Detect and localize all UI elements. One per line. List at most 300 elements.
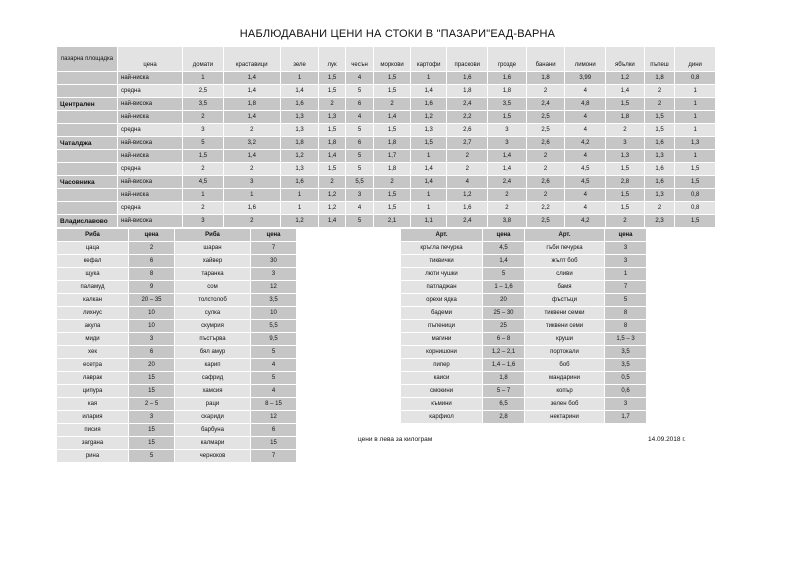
price-cell: 2 xyxy=(183,202,224,215)
price-cell: 2 xyxy=(606,124,645,137)
price-cell: 2 xyxy=(644,85,675,98)
price-cell: 2 xyxy=(488,202,527,215)
item-price: 12 xyxy=(251,411,297,424)
item-price: 25 xyxy=(483,320,525,333)
table-row xyxy=(401,320,647,333)
item-price: 15 xyxy=(129,372,175,385)
item-name: зелен боб xyxy=(525,398,605,411)
price-cell: 6 xyxy=(345,98,373,111)
product-header-12: пъпеш xyxy=(644,47,675,72)
item-price: 1,4 xyxy=(483,255,525,268)
column-header-1: цена xyxy=(483,229,525,242)
price-cell: 1,8 xyxy=(526,72,565,85)
price-cell: 1,3 xyxy=(280,124,319,137)
item-price: 5 xyxy=(483,268,525,281)
item-name: акула xyxy=(57,320,129,333)
item-name: кефал xyxy=(57,255,129,268)
product-header-10: лимони xyxy=(565,47,606,72)
price-cell: 1,4 xyxy=(488,150,527,163)
price-cell: 1,3 xyxy=(606,150,645,163)
price-level-label: най-висока xyxy=(118,176,183,189)
table-row xyxy=(57,255,297,268)
price-cell: 1,5 xyxy=(319,85,345,98)
market-cell xyxy=(57,189,118,202)
table-row xyxy=(57,359,297,372)
price-cell: 2,1 xyxy=(374,215,411,228)
market-cell xyxy=(57,163,118,176)
price-cell: 2,4 xyxy=(447,215,488,228)
item-price: 7 xyxy=(251,450,297,463)
fish-price-table xyxy=(56,228,297,463)
item-price: 5 xyxy=(251,346,297,359)
table-row xyxy=(57,137,716,150)
unit-note: цени в лева за килограм xyxy=(358,436,433,443)
price-level-label: най-ниска xyxy=(118,189,183,202)
product-header-6: картофи xyxy=(410,47,447,72)
item-name: копър xyxy=(525,385,605,398)
price-cell: 1,5 xyxy=(374,124,411,137)
item-price: 15 xyxy=(129,385,175,398)
item-price: 0,6 xyxy=(605,385,647,398)
price-cell: 1,3 xyxy=(644,189,675,202)
item-price: 1,2 – 2,1 xyxy=(483,346,525,359)
price-cell: 2 xyxy=(488,189,527,202)
item-name: люти чушки xyxy=(401,268,483,281)
item-name: лихнус xyxy=(57,307,129,320)
item-price: 9 xyxy=(129,281,175,294)
price-level-label: най-ниска xyxy=(118,72,183,85)
goods-price-table xyxy=(400,228,647,424)
price-cell: 3 xyxy=(223,176,280,189)
table-row xyxy=(57,242,297,255)
price-cell: 5 xyxy=(183,137,224,150)
item-price: 6 xyxy=(129,346,175,359)
price-cell: 0,8 xyxy=(675,189,716,202)
table-row xyxy=(401,255,647,268)
item-price: 4 xyxy=(251,385,297,398)
market-cell xyxy=(57,150,118,163)
price-cell: 1,5 xyxy=(606,202,645,215)
table-row xyxy=(57,437,297,450)
price-cell: 2 xyxy=(223,163,280,176)
item-name: пъпеници xyxy=(401,320,483,333)
item-name: ципура xyxy=(57,385,129,398)
price-cell: 1,2 xyxy=(319,202,345,215)
price-cell: 1,8 xyxy=(606,111,645,124)
item-name: фъстъци xyxy=(525,294,605,307)
price-cell: 1 xyxy=(675,111,716,124)
table-row xyxy=(401,411,647,424)
price-cell: 2,5 xyxy=(526,111,565,124)
item-name: орехи ядка xyxy=(401,294,483,307)
market-name: Чаталджа xyxy=(57,137,118,150)
price-cell: 1,8 xyxy=(280,137,319,150)
market-cell xyxy=(57,202,118,215)
item-name: кая xyxy=(57,398,129,411)
price-cell: 1 xyxy=(675,150,716,163)
price-cell: 1,5 xyxy=(644,111,675,124)
item-name: цаца xyxy=(57,242,129,255)
table-row xyxy=(57,163,716,176)
price-cell: 1,4 xyxy=(410,85,447,98)
item-price: 15 xyxy=(251,437,297,450)
item-name: лаврак xyxy=(57,372,129,385)
price-cell: 4 xyxy=(565,124,606,137)
item-name: паламуд xyxy=(57,281,129,294)
price-cell: 1,8 xyxy=(223,98,280,111)
item-name: корнишони xyxy=(401,346,483,359)
price-cell: 4 xyxy=(345,111,373,124)
price-cell: 1,3 xyxy=(319,111,345,124)
item-name: хайвер xyxy=(175,255,251,268)
price-cell: 1,4 xyxy=(223,72,280,85)
table-row xyxy=(401,346,647,359)
item-name: рина xyxy=(57,450,129,463)
price-cell: 2 xyxy=(374,176,411,189)
item-name: черноков xyxy=(175,450,251,463)
price-cell: 1 xyxy=(410,72,447,85)
item-name: таранка xyxy=(175,268,251,281)
price-cell: 2 xyxy=(526,163,565,176)
table-header-row xyxy=(57,47,716,72)
price-cell: 1,6 xyxy=(447,72,488,85)
price-cell: 1,6 xyxy=(488,72,527,85)
table-row xyxy=(401,281,647,294)
price-cell: 2,5 xyxy=(526,124,565,137)
price-cell: 1,2 xyxy=(606,72,645,85)
item-price: 1,8 xyxy=(483,372,525,385)
price-cell: 2 xyxy=(526,189,565,202)
price-cell: 1,6 xyxy=(447,202,488,215)
item-name: пъстърва xyxy=(175,333,251,346)
price-cell: 3,2 xyxy=(223,137,280,150)
price-cell: 2,2 xyxy=(526,202,565,215)
price-cell: 1,1 xyxy=(410,215,447,228)
table-row xyxy=(57,346,297,359)
item-price: 5 xyxy=(129,450,175,463)
price-cell: 2 xyxy=(606,215,645,228)
price-cell: 4,5 xyxy=(565,176,606,189)
price-cell: 2 xyxy=(183,163,224,176)
product-header-2: зеле xyxy=(280,47,319,72)
price-cell: 2,5 xyxy=(183,85,224,98)
price-cell: 0,8 xyxy=(675,202,716,215)
item-price: 5 – 7 xyxy=(483,385,525,398)
item-price: 25 – 30 xyxy=(483,307,525,320)
item-price: 10 xyxy=(129,320,175,333)
market-cell xyxy=(57,111,118,124)
price-cell: 2 xyxy=(447,150,488,163)
price-level-label: средна xyxy=(118,202,183,215)
price-cell: 1,4 xyxy=(488,163,527,176)
price-cell: 2 xyxy=(183,111,224,124)
table-row xyxy=(401,307,647,320)
item-price: 4 xyxy=(251,359,297,372)
price-cell: 5,5 xyxy=(345,176,373,189)
item-price: 6,5 xyxy=(483,398,525,411)
price-cell: 1,2 xyxy=(410,111,447,124)
price-cell: 3,99 xyxy=(565,72,606,85)
price-level-label: най-ниска xyxy=(118,150,183,163)
price-cell: 1,6 xyxy=(280,176,319,189)
item-name: барбуна xyxy=(175,424,251,437)
item-name: каиси xyxy=(401,372,483,385)
price-column-header: цена xyxy=(118,47,183,72)
table-row xyxy=(57,320,297,333)
item-price: 5 xyxy=(605,294,647,307)
market-name: Централен xyxy=(57,98,118,111)
item-price: 2,8 xyxy=(483,411,525,424)
price-cell: 6 xyxy=(345,137,373,150)
price-cell: 1,5 xyxy=(675,163,716,176)
product-header-8: грозде xyxy=(488,47,527,72)
table-row xyxy=(57,189,716,202)
price-cell: 3,8 xyxy=(488,215,527,228)
table-row xyxy=(401,333,647,346)
item-name: сафрид xyxy=(175,372,251,385)
price-cell: 1,3 xyxy=(644,150,675,163)
item-price: 3 xyxy=(129,411,175,424)
price-cell: 4 xyxy=(565,202,606,215)
item-name: нектарини xyxy=(525,411,605,424)
price-cell: 1,4 xyxy=(319,150,345,163)
table-row xyxy=(57,111,716,124)
price-cell: 2 xyxy=(644,98,675,111)
table-row xyxy=(57,411,297,424)
item-price: 3 xyxy=(251,268,297,281)
item-name: гъби печурка xyxy=(525,242,605,255)
price-cell: 1,5 xyxy=(488,111,527,124)
product-header-4: чесън xyxy=(345,47,373,72)
column-header-1: цена xyxy=(129,229,175,242)
item-price: 1,7 xyxy=(605,411,647,424)
item-price: 15 xyxy=(129,437,175,450)
price-cell: 1,3 xyxy=(280,111,319,124)
price-level-label: най-висока xyxy=(118,215,183,228)
price-cell: 2,5 xyxy=(526,215,565,228)
price-cell: 4,5 xyxy=(565,163,606,176)
item-name: патладжан xyxy=(401,281,483,294)
price-cell: 1,3 xyxy=(410,124,447,137)
table-row xyxy=(57,215,716,228)
column-header-0: Риба xyxy=(57,229,129,242)
price-cell: 5 xyxy=(345,163,373,176)
product-header-3: лук xyxy=(319,47,345,72)
price-cell: 1,3 xyxy=(675,137,716,150)
item-price: 3 xyxy=(605,242,647,255)
item-price: 5 xyxy=(251,372,297,385)
price-cell: 1,8 xyxy=(374,137,411,150)
item-name: сулка xyxy=(175,307,251,320)
table-row xyxy=(57,85,716,98)
price-cell: 2 xyxy=(526,150,565,163)
price-cell: 1,5 xyxy=(374,72,411,85)
price-cell: 3 xyxy=(345,189,373,202)
table-row xyxy=(57,294,297,307)
item-name: сливи xyxy=(525,268,605,281)
price-cell: 3 xyxy=(606,137,645,150)
item-name: зargана xyxy=(57,437,129,450)
item-name: калкан xyxy=(57,294,129,307)
product-header-5: моркови xyxy=(374,47,411,72)
price-cell: 2,7 xyxy=(447,137,488,150)
price-cell: 2,8 xyxy=(606,176,645,189)
item-price: 3,5 xyxy=(605,346,647,359)
item-price: 9,5 xyxy=(251,333,297,346)
price-cell: 1,5 xyxy=(319,163,345,176)
price-cell: 3 xyxy=(183,215,224,228)
price-cell: 2,6 xyxy=(447,124,488,137)
item-price: 15 xyxy=(129,424,175,437)
price-cell: 4 xyxy=(565,111,606,124)
price-cell: 1,6 xyxy=(644,176,675,189)
item-price: 6 – 8 xyxy=(483,333,525,346)
price-cell: 4,2 xyxy=(565,137,606,150)
item-price: 20 – 35 xyxy=(129,294,175,307)
price-cell: 1 xyxy=(410,189,447,202)
item-price: 8 xyxy=(605,307,647,320)
price-cell: 1,8 xyxy=(447,85,488,98)
price-cell: 1,8 xyxy=(374,163,411,176)
table-row xyxy=(57,72,716,85)
price-cell: 5 xyxy=(345,215,373,228)
item-name: пипер xyxy=(401,359,483,372)
price-cell: 1,5 xyxy=(319,124,345,137)
item-name: тиквени семки xyxy=(525,307,605,320)
item-price: 10 xyxy=(129,307,175,320)
market-cell xyxy=(57,85,118,98)
market-price-table xyxy=(56,46,716,228)
price-cell: 0,8 xyxy=(675,72,716,85)
price-cell: 1 xyxy=(280,202,319,215)
item-name: бамя xyxy=(525,281,605,294)
item-price: 3,5 xyxy=(605,359,647,372)
price-cell: 1,4 xyxy=(223,111,280,124)
table-row xyxy=(57,281,297,294)
price-level-label: средна xyxy=(118,163,183,176)
item-name: миди xyxy=(57,333,129,346)
price-cell: 1 xyxy=(410,150,447,163)
item-name: шаран xyxy=(175,242,251,255)
price-cell: 1,3 xyxy=(280,163,319,176)
price-cell: 1,5 xyxy=(374,189,411,202)
item-name: бадеми xyxy=(401,307,483,320)
price-cell: 4 xyxy=(565,85,606,98)
table-row xyxy=(57,268,297,281)
item-name: илария xyxy=(57,411,129,424)
price-cell: 1 xyxy=(183,72,224,85)
market-name: Владиславово xyxy=(57,215,118,228)
item-name: карфиол xyxy=(401,411,483,424)
price-cell: 2,3 xyxy=(644,215,675,228)
table-row xyxy=(57,424,297,437)
page-title: НАБЛЮДАВАНИ ЦЕНИ НА СТОКИ В "ПАЗАРИ"ЕАД-ВАРНА xyxy=(239,28,556,40)
table-row xyxy=(57,124,716,137)
product-header-0: домати xyxy=(183,47,224,72)
item-price: 8 xyxy=(605,320,647,333)
product-header-11: ябълки xyxy=(606,47,645,72)
item-name: круши xyxy=(525,333,605,346)
item-name: тиквички xyxy=(401,255,483,268)
price-cell: 2,4 xyxy=(447,98,488,111)
price-cell: 2 xyxy=(319,98,345,111)
table-row xyxy=(401,385,647,398)
price-cell: 1,5 xyxy=(606,163,645,176)
item-name: калмари xyxy=(175,437,251,450)
price-cell: 1,2 xyxy=(447,189,488,202)
price-cell: 4 xyxy=(565,150,606,163)
item-price: 4,5 xyxy=(483,242,525,255)
price-cell: 1,8 xyxy=(644,72,675,85)
price-cell: 1,2 xyxy=(280,215,319,228)
price-cell: 1,7 xyxy=(374,150,411,163)
price-cell: 2 xyxy=(526,85,565,98)
price-cell: 4 xyxy=(345,202,373,215)
column-header-2: Арт. xyxy=(525,229,605,242)
item-price: 8 – 15 xyxy=(251,398,297,411)
item-price: 3 xyxy=(129,333,175,346)
price-cell: 1,4 xyxy=(223,85,280,98)
table-row xyxy=(57,450,297,463)
price-cell: 1,5 xyxy=(675,176,716,189)
item-name: портокали xyxy=(525,346,605,359)
item-name: сом xyxy=(175,281,251,294)
item-name: карип xyxy=(175,359,251,372)
price-cell: 1,5 xyxy=(319,72,345,85)
item-price: 1,5 – 3 xyxy=(605,333,647,346)
market-name: Часовника xyxy=(57,176,118,189)
price-cell: 1,4 xyxy=(410,163,447,176)
item-price: 8 xyxy=(129,268,175,281)
column-header-3: цена xyxy=(605,229,647,242)
item-price: 20 xyxy=(483,294,525,307)
price-cell: 1,6 xyxy=(410,98,447,111)
item-price: 10 xyxy=(251,307,297,320)
table-row xyxy=(57,307,297,320)
price-cell: 5 xyxy=(345,85,373,98)
price-cell: 1 xyxy=(675,124,716,137)
item-name: скумрия xyxy=(175,320,251,333)
price-cell: 1,5 xyxy=(374,202,411,215)
item-price: 2 xyxy=(129,242,175,255)
price-cell: 1 xyxy=(675,98,716,111)
price-cell: 3 xyxy=(183,124,224,137)
price-cell: 1,4 xyxy=(606,85,645,98)
table-row xyxy=(401,294,647,307)
item-name: скариди xyxy=(175,411,251,424)
table-row xyxy=(401,359,647,372)
price-cell: 1,5 xyxy=(606,98,645,111)
item-name: кръгла печурка xyxy=(401,242,483,255)
item-price: 20 xyxy=(129,359,175,372)
item-name: писия xyxy=(57,424,129,437)
price-cell: 2 xyxy=(223,215,280,228)
item-name: бял амур xyxy=(175,346,251,359)
item-price: 0,5 xyxy=(605,372,647,385)
item-name: смокини xyxy=(401,385,483,398)
item-name: жълт боб xyxy=(525,255,605,268)
price-cell: 1,4 xyxy=(410,176,447,189)
table-row xyxy=(57,150,716,163)
price-cell: 5 xyxy=(345,150,373,163)
item-name: боб xyxy=(525,359,605,372)
price-cell: 1,5 xyxy=(675,215,716,228)
item-name: къмини xyxy=(401,398,483,411)
product-header-13: дини xyxy=(675,47,716,72)
table-row xyxy=(401,242,647,255)
item-price: 3 xyxy=(605,255,647,268)
price-cell: 1 xyxy=(183,189,224,202)
